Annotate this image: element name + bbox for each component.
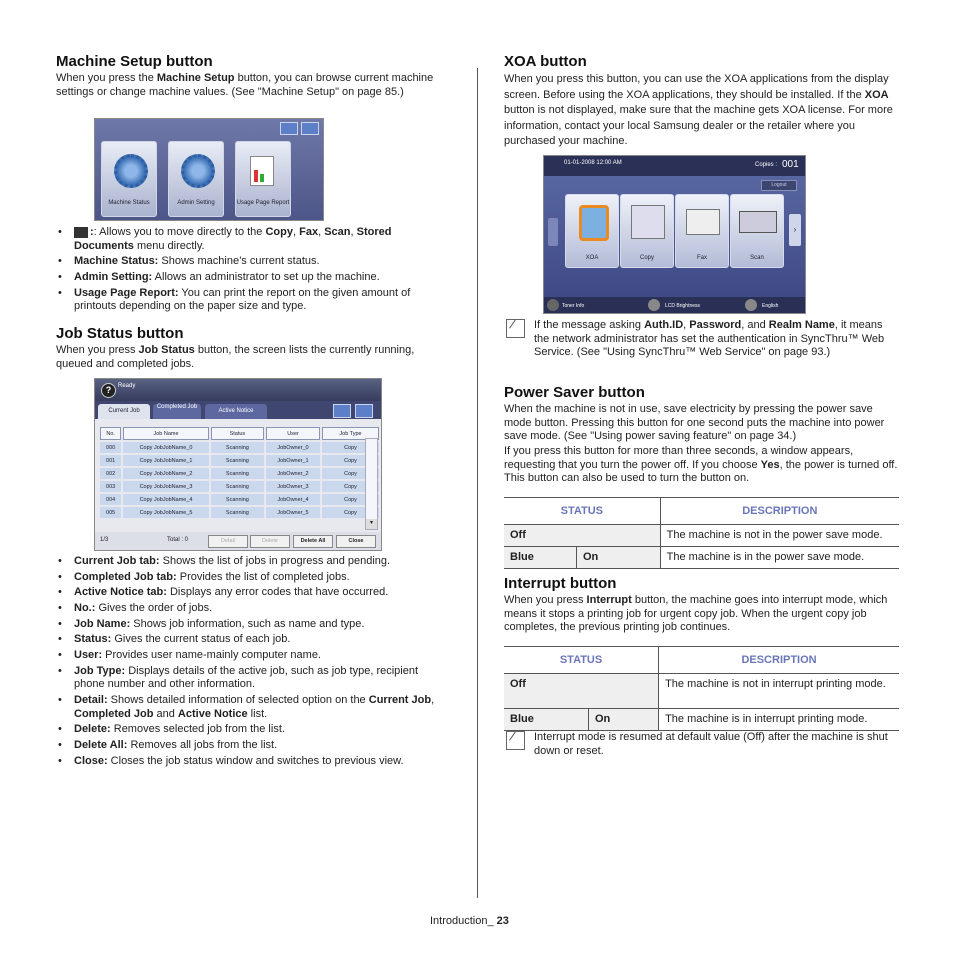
toner-icon[interactable] (547, 299, 559, 311)
screen-top-icons (277, 122, 319, 140)
list-item: • Active Notice tab: Displays any error codes that have occurred. (56, 586, 451, 600)
machine-status-tile[interactable]: Machine Status (101, 141, 157, 217)
job-tabs (95, 401, 381, 419)
fax-tile[interactable]: Fax (675, 194, 729, 268)
power-saver-p2: If you press this button for more than three seconds, a window appears, requesting that you turn the power off. If you choose Yes, the power is turned off. This button can also be used to turn the button on. (504, 445, 898, 484)
admin-setting-tile[interactable]: Admin Setting (168, 141, 224, 217)
machine-setup-bullets (56, 226, 448, 316)
screen-top-bar (544, 156, 805, 176)
table-row[interactable] (100, 481, 379, 492)
table-cell: Copy JobJobName_3 (123, 481, 209, 492)
table-cell: Copy JobJobName_5 (123, 507, 209, 518)
home-icon[interactable] (355, 404, 373, 418)
table-row[interactable] (100, 455, 379, 466)
tab-active-notice[interactable]: Active Notice (205, 404, 267, 419)
table-row[interactable] (100, 442, 379, 453)
fax-icon (686, 209, 720, 235)
scan-tile[interactable]: Scan (730, 194, 784, 268)
table-cell: Scanning (211, 468, 264, 479)
chevron-right-icon[interactable]: › (789, 214, 801, 246)
interrupt-note: Interrupt mode is resumed at default value (Off) after the machine is shut down or reset. (534, 731, 888, 757)
tab-current-job[interactable]: Current Job (98, 404, 150, 419)
table-cell: Copy (322, 481, 379, 492)
table-cell: Scanning (211, 481, 264, 492)
table-cell: 002 (100, 468, 121, 479)
job-status-heading: Job Status button (56, 325, 184, 342)
interrupt-table: STATUS DESCRIPTION Off The machine is not in interrupt printing mode. Blue On The machine is in interrupt printing mode. (504, 646, 899, 731)
screen-status-text: Ready (118, 383, 136, 389)
page-footer: Introduction_ 23 (430, 915, 509, 927)
note-icon (506, 731, 525, 750)
copies-value: 001 (782, 159, 799, 170)
column-header: No. (100, 427, 121, 440)
scanner-icon (739, 211, 777, 233)
list-item: • Machine Status: Shows machine’s current status. (56, 255, 448, 269)
power-saver-heading: Power Saver button (504, 384, 645, 401)
table-cell: 003 (100, 481, 121, 492)
globe-icon[interactable] (745, 299, 757, 311)
table-cell: Copy (322, 442, 379, 453)
list-item: • Job Name: Shows job information, such as name and type. (56, 618, 451, 632)
table-cell: Scanning (211, 442, 264, 453)
interrupt-heading: Interrupt button (504, 575, 617, 592)
job-table (98, 425, 381, 520)
power-saver-p1: When the machine is not in use, save electricity by pressing the power save mode button. Pressing this button for one second puts the machine into power save mode. (See "Using power saving feature" on page 34.) (504, 403, 885, 442)
table-row: Blue On The machine is in the power save mode. (504, 547, 899, 569)
list-item: • Admin Setting: Allows an administrator to set up the machine. (56, 271, 448, 285)
xoa-intro: When you press this button, you can use the XOA applications from the display screen. Before using the XOA applications, they should be installed. If the XOA button is not displayed, make sure that the machine gets XOA license. For more information, contact your local Samsung dealer or the retailer where you purchased your machine. (504, 73, 893, 148)
table-cell: Copy (322, 507, 379, 518)
list-item: • Delete: Removes selected job from the list. (56, 723, 451, 737)
detail-button[interactable]: Detail (208, 535, 248, 548)
chevron-down-icon[interactable]: ▾ (366, 519, 377, 529)
home-icon (74, 227, 88, 238)
window-icon (280, 122, 298, 135)
list-item: • Completed Job tab: Provides the list of completed jobs. (56, 571, 451, 585)
total-count: Total : 0 (167, 537, 189, 543)
gear-lock-icon (181, 154, 215, 188)
table-cell: JobOwner_5 (266, 507, 320, 518)
window-icon[interactable] (333, 404, 351, 418)
logout-button[interactable]: Logout (761, 180, 797, 191)
table-cell: Scanning (211, 494, 264, 505)
xoa-note: If the message asking Auth.ID, Password, and Realm Name, it means the network administrator has set the authentication in SyncThru™ Web Service. (See "Using SyncThru™ Web Service" on page 93.) (534, 319, 885, 358)
datetime-text: 01-01-2008 12:00 AM (564, 160, 622, 166)
scrollbar[interactable] (365, 438, 378, 530)
job-footer (95, 532, 381, 550)
delete-all-button[interactable]: Delete All (293, 535, 333, 548)
xoa-screen (543, 155, 806, 314)
scroll-left-button[interactable] (548, 218, 558, 246)
machine-setup-intro: When you press the Machine Setup button, you can browse current machine settings or change machine values. (See "Machine Setup" on page 85.) (56, 72, 434, 98)
list-item: • Usage Page Report: You can print the report on the given amount of printouts depending on the paper size and type. (56, 287, 448, 314)
table-row: Blue On The machine is in interrupt printing mode. (504, 709, 899, 731)
list-item: • :: Allows you to move directly to the Copy, Fax, Scan, Stored Documents menu directly. (56, 226, 448, 253)
table-cell: Copy (322, 494, 379, 505)
table-cell: 000 (100, 442, 121, 453)
list-item: • Close: Closes the job status window and switches to previous view. (56, 755, 451, 769)
table-cell: Copy JobJobName_4 (123, 494, 209, 505)
interrupt-intro: When you press Interrupt button, the machine goes into interrupt mode, which means it stops a printing job for urgent copy job. When the urgent copy job completes, the previous printing job continues. (504, 594, 888, 633)
list-item: • Status: Gives the current status of each job. (56, 633, 451, 647)
machine-setup-heading: Machine Setup button (56, 53, 213, 70)
table-cell: JobOwner_1 (266, 455, 320, 466)
list-item: • No.: Gives the order of jobs. (56, 602, 451, 616)
home-icon (301, 122, 319, 135)
help-icon[interactable]: ? (101, 383, 116, 398)
table-row: Off The machine is not in interrupt printing mode. (504, 674, 899, 709)
column-header: Job Name (123, 427, 209, 440)
list-item: • Detail: Shows detailed information of selected option on the Current Job, Completed Job and Active Notice list. (56, 694, 451, 721)
column-header: Status (211, 427, 264, 440)
brightness-icon[interactable] (648, 299, 660, 311)
table-cell: JobOwner_4 (266, 494, 320, 505)
page-indicator: 1/3 (100, 537, 109, 543)
usage-page-report-tile[interactable]: Usage Page Report (235, 141, 291, 217)
table-cell: 001 (100, 455, 121, 466)
copy-tile[interactable]: Copy (620, 194, 674, 268)
table-cell: Copy JobJobName_1 (123, 455, 209, 466)
job-status-intro: When you press Job Status button, the screen lists the currently running, queued and completed jobs. (56, 344, 415, 370)
table-row[interactable] (100, 507, 379, 518)
tab-completed-job[interactable]: Completed Job (153, 404, 201, 419)
list-item: • Current Job tab: Shows the list of jobs in progress and pending. (56, 555, 451, 569)
table-row[interactable] (100, 468, 379, 479)
list-item: • User: Provides user name-mainly computer name. (56, 649, 451, 663)
table-row: Off The machine is not in the power save mode. (504, 525, 899, 547)
xoa-icon (579, 205, 609, 241)
column-header: User (266, 427, 320, 440)
table-cell: Copy JobJobName_0 (123, 442, 209, 453)
xoa-heading: XOA button (504, 53, 587, 70)
column-divider (477, 68, 478, 898)
copier-icon (631, 205, 665, 239)
list-item: • Delete All: Removes all jobs from the list. (56, 739, 451, 753)
table-cell: Scanning (211, 507, 264, 518)
table-row[interactable] (100, 494, 379, 505)
table-cell: Copy (322, 468, 379, 479)
table-cell: JobOwner_3 (266, 481, 320, 492)
table-header-row (100, 427, 379, 440)
page-number: 23 (496, 915, 509, 927)
power-saver-table: STATUS DESCRIPTION Off The machine is not in the power save mode. Blue On The machine is in the power save mode. (504, 497, 899, 569)
machine-setup-screen (94, 118, 324, 221)
screen-bottom-bar: Toner Info LCD Brightness English (544, 297, 805, 313)
table-cell: JobOwner_2 (266, 468, 320, 479)
table-cell: 004 (100, 494, 121, 505)
report-icon (250, 156, 274, 186)
table-cell: Copy JobJobName_2 (123, 468, 209, 479)
copies-label: Copies : (755, 162, 778, 168)
list-item: • Job Type: Displays details of the active job, such as job type, recipient phone number and other information. (56, 665, 451, 692)
note-icon (506, 319, 525, 338)
job-status-screen (94, 378, 382, 551)
xoa-tile[interactable]: XOA (565, 194, 619, 268)
screen-title-bar (95, 379, 381, 401)
close-button[interactable]: Close (336, 535, 376, 548)
delete-button[interactable]: Delete (250, 535, 290, 548)
table-cell: Scanning (211, 455, 264, 466)
job-status-bullets (56, 555, 451, 770)
column-header: Job Type (322, 427, 379, 440)
gear-icon (114, 154, 148, 188)
table-cell: 005 (100, 507, 121, 518)
table-cell: JobOwner_0 (266, 442, 320, 453)
table-cell: Copy (322, 455, 379, 466)
